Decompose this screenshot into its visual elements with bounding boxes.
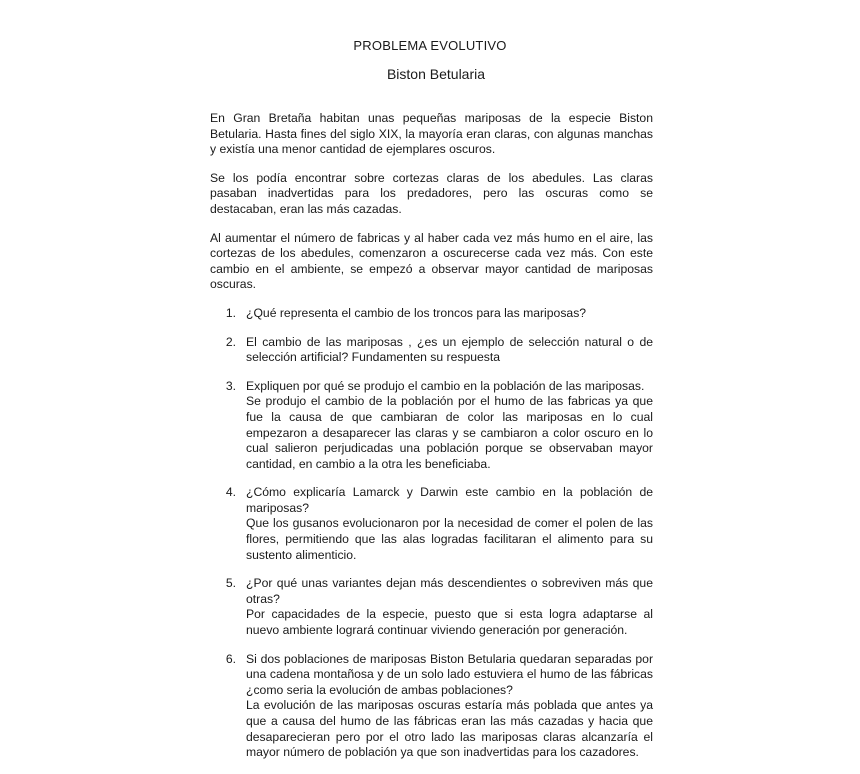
- question-number: 3.: [225, 378, 236, 393]
- question-text: ¿Cómo explicaría Lamarck y Darwin este cambio en la población de mariposas?: [246, 485, 653, 515]
- question-list: [210, 306, 653, 761]
- question-number: 1.: [225, 305, 236, 320]
- question-item: [210, 485, 653, 563]
- question-text: Si dos poblaciones de mariposas Biston Betularia quedaran separadas por una cadena montañosa y de un solo lado estuviera el humo de las fábricas ¿como seria la evolución de ambas poblaciones?: [246, 651, 653, 697]
- question-text: Expliquen por qué se produjo el cambio en la población de las mariposas.: [246, 378, 645, 393]
- question-text: El cambio de las mariposas , ¿es un ejemplo de selección natural o de selección artificial? Fundamenten su respuesta: [246, 334, 653, 365]
- answer-text: La evolución de las mariposas oscuras estaría más poblada que antes ya que a causa del humo de las fábricas eran las más cazadas y hacia que desaparecieran pero por el otro lado las mariposas claras alcanzaría el mayor número de población ya que son inadvertidas para los cazadores.: [246, 698, 653, 760]
- question-text: ¿Qué representa el cambio de los troncos para las mariposas?: [246, 305, 587, 320]
- question-item: [210, 576, 653, 638]
- answer-text: Que los gusanos evolucionaron por la necesidad de comer el polen de las flores, permitiendo que las alas logradas facilitaran el alimento para su sustento alimenticio.: [246, 516, 653, 562]
- intro-paragraph: Se los podía encontrar sobre cortezas claras de los abedules. Las claras pasaban inadvertidas para los predadores, pero las oscuras como se destacaban, eran las más cazadas.: [210, 170, 653, 216]
- question-number: 2.: [225, 334, 236, 349]
- question-item: [210, 379, 653, 473]
- intro-paragraph: En Gran Bretaña habitan unas pequeñas mariposas de la especie Biston Betularia. Hasta fines del siglo XIX, la mayoría eran claras, con algunas manchas y existía una menor cantidad de ejemplares oscuros.: [210, 111, 653, 157]
- answer-text: Por capacidades de la especie, puesto que si esta logra adaptarse al nuevo ambiente logrará continuar viviendo generación por generación.: [246, 607, 653, 638]
- question-item: [210, 335, 653, 366]
- question-item: [210, 306, 653, 322]
- question-number: 4.: [225, 485, 236, 500]
- question-number: 5.: [225, 576, 236, 591]
- intro-paragraph: Al aumentar el número de fabricas y al haber cada vez más humo en el aire, las cortezas de los abedules, comenzaron a oscurecerse cada vez más. Con este cambio en el ambiente, se empezó a observar mayor cantidad de mariposas oscuras.: [210, 230, 653, 292]
- question-number: 6.: [225, 651, 236, 666]
- answer-text: Se produjo el cambio de la población por el humo de las fabricas ya que fue la causa de que cambiaran de color las mariposas en lo cual empezaron a desaparecer las claras y se cambiaron a color oscuro en lo cual salieron perjudicadas una población porque se observaban mayor cantidad, en cambio a la otra les beneficiaba.: [246, 394, 653, 471]
- question-item: [210, 652, 653, 761]
- document-body: [210, 111, 653, 774]
- document-subtitle: Biston Betularia: [386, 66, 486, 82]
- document-title: PROBLEMA EVOLUTIVO: [353, 38, 507, 53]
- question-text: ¿Por qué unas variantes dejan más descendientes o sobreviven más que otras?: [246, 576, 653, 606]
